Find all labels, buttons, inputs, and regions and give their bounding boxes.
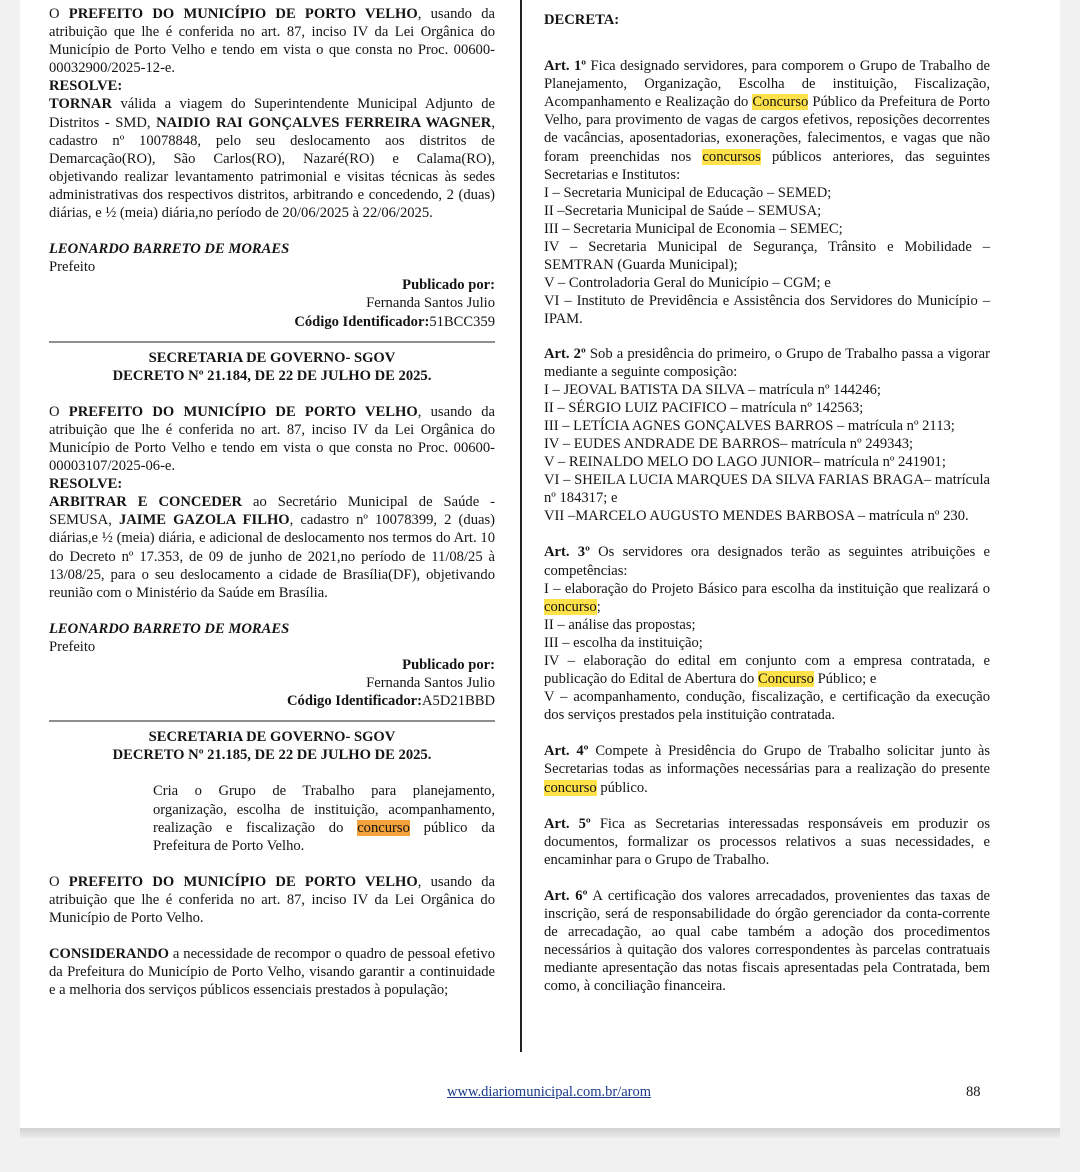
left-column — [49, 0, 495, 999]
article-1-item: I – Secretaria Municipal de Educação – SEMED; — [544, 184, 832, 201]
article-1-item: VI – Instituto de Previdência e Assistência dos Servidores do Município – IPAM. — [544, 293, 990, 328]
article-3: Art. 3º Os servidores ora designados terão as seguintes atribuições e competências: — [544, 544, 990, 579]
right-column — [544, 0, 990, 996]
decree3-considerando: CONSIDERANDO a necessidade de recompor o quadro de pessoal efetivo da Prefeitura do Município de Porto Velho, visando garantir a continuidade e a melhoria dos serviços públicos essenciais prestados à população; — [49, 946, 495, 999]
footer-website-link[interactable]: www.diariomunicipal.com.br/arom — [447, 1084, 652, 1100]
decree1-code: Código Identificador:51BCC359 — [294, 313, 495, 330]
article-6: Art. 6º A certificação dos valores arrecadados, provenientes das taxas de inscrição, será de responsabilidade do órgão gerenciador da conta-corrente de arrecadação, ao qual cabe também a adoção dos procedimentos necessários à quitação dos valores correspondentes às parcelas contratuais mediante apresentação das notas fiscais apresentadas pela Contratada, bem como, à conciliação financeira. — [544, 887, 991, 995]
article-2-item: I – JEOVAL BATISTA DA SILVA – matrícula nº 144246; — [544, 381, 881, 398]
article-1-item: V – Controladoria Geral do Município – CGM; e — [544, 275, 831, 292]
article-2: Art. 2º Sob a presidência do primeiro, o Grupo de Trabalho passa a vigorar mediante a seguinte composição: — [544, 345, 990, 380]
section-divider — [49, 720, 495, 722]
decree1-signature-role: Prefeito — [49, 259, 96, 276]
decree1-signature-name: LEONARDO BARRETO DE MORAES — [49, 241, 290, 258]
decree2-published-label: Publicado por: — [402, 657, 495, 673]
decree1-published-label: Publicado por: — [402, 277, 495, 294]
decree3-abstract: Cria o Grupo de Trabalho para planejamento, organização, escolha de instituição, acompanhamento, realização e fiscalização do concurso público da Prefeitura de Porto Velho. — [153, 783, 495, 854]
decree2-intro: O PREFEITO DO MUNICÍPIO DE PORTO VELHO, usando da atribuição que lhe é conferida no art. 87, inciso IV da Lei Orgânica do Município de Porto Velho e tendo em vista o que consta no Proc. 00600-00003107/2025-06-e. — [49, 403, 495, 475]
article-3-item: I – elaboração do Projeto Básico para escolha da instituição que realizará o concurso; — [544, 580, 990, 615]
column-divider — [520, 0, 522, 1052]
article-3-item: II – análise das propostas; — [544, 616, 696, 633]
highlighted-term: concurso — [544, 598, 597, 615]
article-2-item: VI – SHEILA LUCIA MARQUES DA SILVA FARIAS BRAGA– matrícula nº 184317; e — [544, 472, 990, 507]
article-2-item: IV – EUDES ANDRADE DE BARROS– matrícula nº 249343; — [544, 435, 914, 452]
highlighted-term: Concurso — [752, 94, 809, 111]
decree1-intro: O PREFEITO DO MUNICÍPIO DE PORTO VELHO, usando da atribuição que lhe é conferida no art. 87, inciso IV da Lei Orgânica do Município de Porto Velho e tendo em vista o que consta no Proc. 00600-00032900/2025-12-e. — [49, 6, 495, 77]
decree3-intro: O PREFEITO DO MUNICÍPIO DE PORTO VELHO, usando da atribuição que lhe é conferida no art. 87, inciso IV da Lei Orgânica do Município de Porto Velho. — [49, 873, 495, 927]
article-1-item: III – Secretaria Municipal de Economia – SEMEC; — [544, 220, 843, 237]
article-3-item: IV – elaboração do edital em conjunto com a empresa contratada, e publicação do Edital de Abertura do Concurso Público; e — [544, 653, 990, 688]
decree1-resolve: RESOLVE: — [49, 78, 123, 95]
highlighted-term: Concurso — [757, 671, 814, 688]
article-1-item: II –Secretaria Municipal de Saúde – SEMUSA; — [544, 202, 822, 219]
highlighted-term: concurso — [544, 779, 597, 796]
article-3-item: III – escolha da instituição; — [544, 634, 703, 651]
section-divider — [49, 341, 495, 343]
page-number: 88 — [966, 1084, 981, 1100]
article-5: Art. 5º Fica as Secretarias interessadas responsáveis em produzir os documentos, formalizar os processos relativos a suas necessidades, e encaminhar para o Grupo de Trabalho. — [544, 815, 991, 868]
article-2-item: III – LETÍCIA AGNES GONÇALVES BARROS – matrícula nº 2113; — [544, 417, 955, 434]
page-shadow — [20, 1128, 1060, 1138]
article-2-item: VII –MARCELO AUGUSTO MENDES BARBOSA – matrícula nº 230. — [544, 508, 969, 525]
article-1: Art. 1º Fica designado servidores, para comporem o Grupo de Trabalho de Planejamento, Organização, Escolha de instituição, Fiscalização, Acompanhamento e Realização do Concurso Público da Prefeitura de Porto Velho, para provimento de vagas de cargos efetivos, reposições decorrentes de vacâncias, aposentadorias, exonerações, falecimentos, e vagas que não foram preenchidas nos concursos públicos anteriores, das seguintes Secretarias e Institutos: — [544, 58, 990, 183]
highlighted-term: concursos — [702, 148, 761, 165]
article-1-item: IV – Secretaria Municipal de Segurança, Trânsito e Mobilidade – SEMTRAN (Guarda Municipal); — [544, 239, 990, 274]
decree3-header-title: DECRETO Nº 21.185, DE 22 DE JULHO DE 2025. — [112, 747, 432, 764]
decree2-signature-name: LEONARDO BARRETO DE MORAES — [49, 620, 290, 637]
decree2-header-title: DECRETO Nº 21.184, DE 22 DE JULHO DE 2025. — [112, 367, 432, 384]
decree2-signature-role: Prefeito — [49, 638, 96, 655]
article-2-item: II – SÉRGIO LUIZ PACIFICO – matrícula nº 142563; — [544, 399, 864, 416]
decreta-heading: DECRETA: — [544, 12, 620, 28]
decree1-published-name: Fernanda Santos Julio — [366, 295, 495, 312]
decree1-body: TORNAR válida a viagem do Superintendente Municipal Adjunto de Distritos - SMD, NAIDIO RAI GONÇALVES FERREIRA WAGNER, cadastro nº 10078848, pelo seu deslocamento aos distritos de Demarcação(RO), São Carlos(RO), Nazaré(RO) e Calama(RO), objetivando realizar levantamento patrimonial e visitas técnicas às sedes administrativas dos respectivos distritos, arbitrando e concedendo, 2 (duas) diárias, e ½ (meia) diária,no período de 20/06/2025 à 22/06/2025. — [49, 96, 495, 222]
article-4: Art. 4º Compete à Presidência do Grupo de Trabalho solicitar junto às Secretarias todas as informações necessárias para a realização do presente concurso público. — [544, 743, 990, 796]
decree3-header-secretariat: SECRETARIA DE GOVERNO- SGOV — [148, 729, 396, 746]
article-2-item: V – REINALDO MELO DO LAGO JUNIOR– matrícula nº 241901; — [544, 454, 946, 471]
decree2-published-name: Fernanda Santos Julio — [366, 675, 495, 692]
highlighted-term: concurso — [357, 819, 410, 836]
decree2-resolve: RESOLVE: — [49, 476, 123, 493]
decree2-code: Código Identificador:A5D21BBD — [287, 693, 495, 710]
decree2-body: ARBITRAR E CONCEDER ao Secretário Municipal de Saúde - SEMUSA, JAIME GAZOLA FILHO, cadastro nº 10078399, 2 (duas) diárias,e ½ (meia) diária, e adicional de deslocamento nos termos do Art. 10 do Decreto nº 17.353, de 09 de junho de 2021,no período de 11/08/25 à 13/08/25, para o seu deslocamento a cidade de Brasília(DF), objetivando reunião com o Ministério da Saúde em Brasília. — [49, 494, 496, 601]
decree2-header-secretariat: SECRETARIA DE GOVERNO- SGOV — [148, 349, 396, 366]
article-3-item: V – acompanhamento, condução, fiscalização, e certificação da execução dos serviços prestados pela instituição contratada. — [544, 689, 990, 724]
